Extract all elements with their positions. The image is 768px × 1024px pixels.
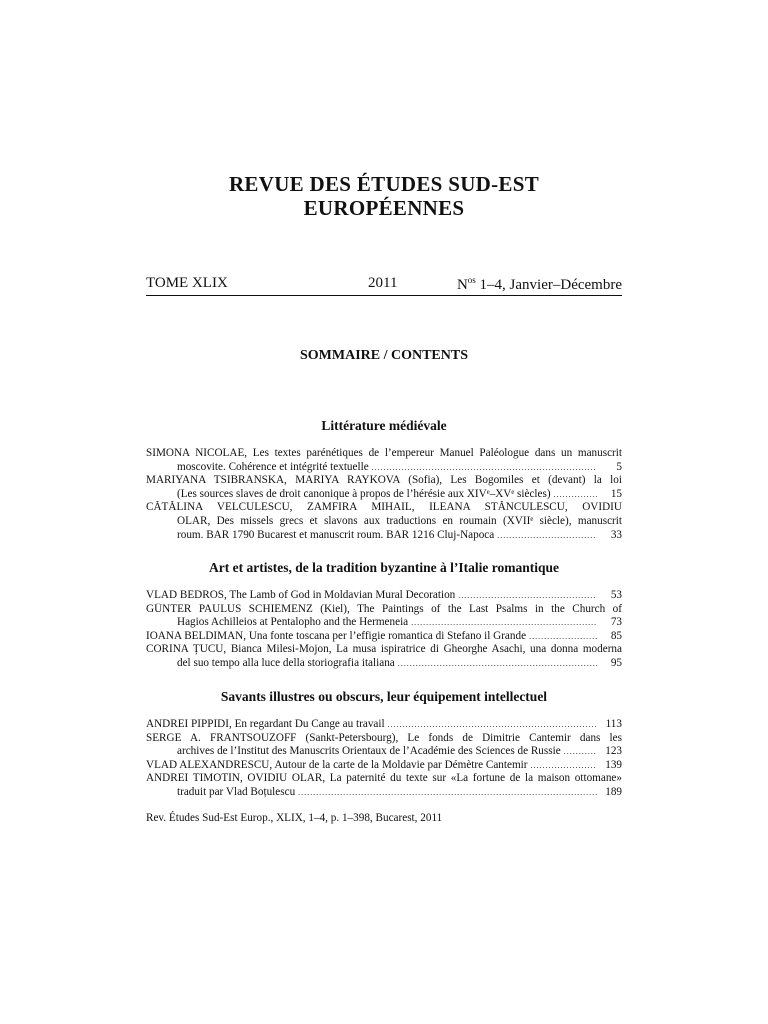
dot-leader [388, 718, 597, 732]
dot-leader [372, 461, 597, 475]
entry-line: CĂTĂLINA VELCULESCU, ZAMFIRA MIHAIL, ILEANA STĂNCULESCU, OVIDIU [146, 501, 622, 514]
toc-entry[interactable] [146, 447, 622, 474]
page-number: 189 [605, 785, 622, 798]
dot-leader [529, 630, 597, 644]
section-entries-savants [146, 718, 622, 800]
dot-leader [531, 759, 597, 773]
issue-year: 2011 [368, 275, 398, 291]
entry-line-last: del suo tempo alla luce della storiografia italiana [177, 656, 395, 669]
toc-entry[interactable] [146, 718, 622, 732]
toc-entry[interactable] [146, 474, 622, 501]
section-entries-art [146, 589, 622, 671]
page-number: 139 [605, 758, 622, 771]
toc-entry[interactable] [146, 501, 622, 542]
issue-numbers-prefix: N [456, 277, 468, 293]
dot-leader [564, 745, 597, 759]
dot-leader [411, 616, 597, 630]
tome-label: TOME XLIX [146, 275, 228, 291]
section-heading-litterature: Littérature médiévale [321, 418, 447, 433]
document-page [146, 0, 622, 1024]
page-number: 85 [610, 629, 622, 642]
toc-entry[interactable] [146, 589, 622, 603]
entry-line-last: VLAD ALEXANDRESCU, Autour de la carte de la Moldavie par Démètre Cantemir [146, 758, 528, 771]
page-number: 33 [610, 528, 622, 541]
entry-line: CORINA ȚUCU, Bianca Milesi-Mojon, La musa ispiratrice di Gheorghe Asachi, una donna moderna [146, 643, 622, 656]
entry-line-last: archives de l’Institut des Manuscrits Orientaux de l’Académie des Sciences de Russie [177, 745, 561, 758]
entry-line-last: traduit par Vlad Boțulescu [177, 785, 296, 798]
journal-title [146, 172, 622, 220]
toc-entry[interactable] [146, 630, 622, 644]
toc-entry[interactable] [146, 732, 622, 759]
entry-line-last: moscovite. Cohérence et intégrité textuelle [177, 460, 369, 473]
section-heading-art: Art et artistes, de la tradition byzantine à l’Italie romantique [209, 560, 559, 575]
entry-line: SIMONA NICOLAE, Les textes parénétiques de l’empereur Manuel Paléologue dans un manuscrit [146, 447, 622, 459]
issue-numbers-rest: 1–4, Janvier–Décembre [475, 277, 622, 293]
citation-footer: Rev. Études Sud-Est Europ., XLIX, 1–4, p. 1–398, Bucarest, 2011 [146, 812, 443, 824]
entry-line-last: roum. BAR 1790 Bucarest et manuscrit roum. BAR 1216 Cluj-Napoca [177, 528, 495, 541]
page-number: 113 [605, 718, 622, 730]
contents-heading: SOMMAIRE / CONTENTS [299, 348, 469, 363]
entry-line-last: (Les sources slaves de droit canonique à propos de l’hérésie aux XIVᵉ–XVᵉ siècles) [177, 487, 551, 500]
dot-leader [554, 488, 597, 502]
journal-title-line-2: EUROPÉENNES [303, 196, 465, 220]
issue-numbers [457, 275, 622, 294]
dot-leader [497, 529, 597, 543]
page-number: 15 [610, 487, 622, 500]
dot-leader [398, 657, 597, 671]
issue-info-line [146, 275, 622, 296]
entry-line-last: Hagios Achilleios at Pentalopho and the Hermeneia [177, 616, 409, 629]
section-heading-savants: Savants illustres ou obscurs, leur équipement intellectuel [220, 689, 548, 704]
toc-entry[interactable] [146, 759, 622, 773]
entry-line-last: IOANA BELDIMAN, Una fonte toscana per l’effigie romantica di Stefano il Grande [146, 629, 527, 642]
dot-leader [458, 589, 597, 603]
journal-title-line-1: REVUE DES ÉTUDES SUD-EST [228, 172, 540, 196]
entry-line: ANDREI TIMOTIN, OVIDIU OLAR, La paternité du texte sur «La fortune de la maison ottomane» [146, 772, 622, 785]
entry-line-last: ANDREI PIPPIDI, En regardant Du Cange au travail [146, 718, 385, 730]
entry-line: GÜNTER PAULUS SCHIEMENZ (Kiel), The Paintings of the Last Psalms in the Church of [146, 602, 622, 615]
page-number: 5 [616, 460, 622, 473]
page-number: 123 [605, 745, 622, 758]
page-number: 53 [610, 589, 622, 601]
entry-line-last: VLAD BEDROS, The Lamb of God in Moldavian Mural Decoration [146, 589, 456, 601]
page-number: 73 [610, 616, 622, 629]
dot-leader [298, 786, 597, 800]
entry-line: SERGE A. FRANTSOUZOFF (Sankt-Petersbourg), Le fonds de Dimitrie Cantemir dans les [146, 731, 622, 744]
issue-numbers-sup: os [467, 275, 476, 285]
toc-entry[interactable] [146, 603, 622, 630]
toc-entry[interactable] [146, 772, 622, 799]
section-entries-litterature [146, 447, 622, 542]
toc-entry[interactable] [146, 643, 622, 670]
page-number: 95 [610, 656, 622, 669]
entry-line: OLAR, Des missels grecs et slavons aux traductions en roumain (XVIIᵉ siècle), manuscrit [177, 514, 622, 527]
entry-line: MARIYANA TSIBRANSKA, MARIYA RAYKOVA (Sofia), Les Bogomiles et (devant) la loi [146, 474, 622, 487]
